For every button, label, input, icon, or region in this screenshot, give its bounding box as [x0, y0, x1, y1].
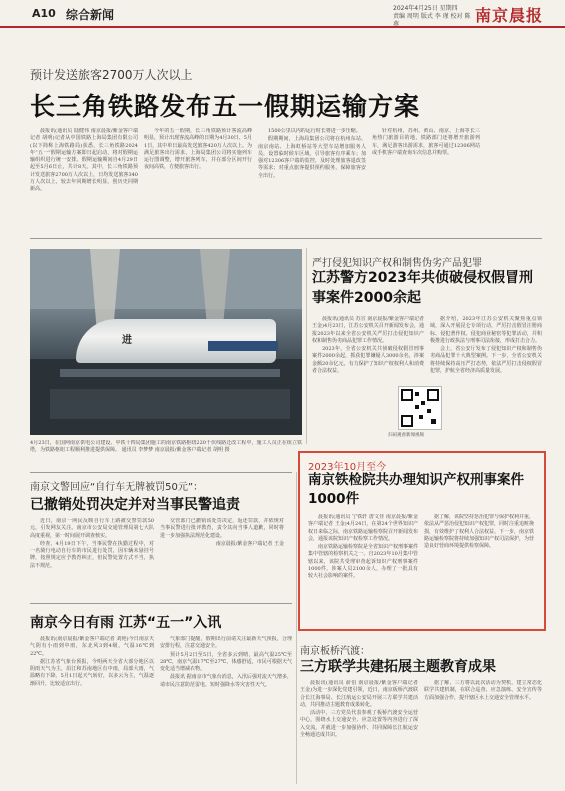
lead-body-col-4 — [372, 128, 480, 231]
lead-headline: 长三角铁路发布五一假期运输方案 — [30, 92, 421, 121]
ipr-kicker: 严打侵犯知识产权和制售伪劣产品犯罪 — [312, 258, 482, 269]
ipr-paragraph: 晨报讯(通讯员 苏宣 南京晨报/紫金客户端记者 王金)4月23日，江苏公安机关召开新闻发布会，通报2023年以来全省公安机关严厉打击侵犯知识产权和制售伪劣商品犯罪工作情况。 — [312, 316, 424, 344]
photo-credit: 通讯员 李梦梦 南京晨报/紫金客户端记者 胡明 摄 — [121, 447, 230, 454]
bicycle-paragraph: 近日，南京一网民反映自行车上路被交警罚款50元，引发网友关注。南京市公安局交通管理局第七大队高度重视，第一时间展开调查核实。 — [30, 518, 154, 539]
bicycle-signoff: 南京晨报/紫金客户端记者 王金 — [215, 540, 284, 547]
lead-paragraph: 针对杭州、苏州、黄山、南京、上海等长三角热门旅游目的地，铁路部门还将增开旅游列车，满足游客出游需求，旅客可通过12306网站或手机客户端查询车次信息并购票。 — [372, 128, 480, 156]
ipr-paragraph: 2023年，全省公安机关共侦破侵权假冒刑事案件2000余起，抓获犯罪嫌疑人3000余名，涉案金额20余亿元，有力保护了知识产权权利人和消费者合法权益。 — [312, 346, 424, 375]
weather-paragraph: 晨报讯(南京晨报/紫金客户端记者 刘艳)今日南京天气阴有小雨到中雨，东北风3到4级，气温16℃到22℃。 — [30, 636, 154, 657]
train-marking: 进 — [122, 335, 132, 346]
date-line-1: 2024年4月25日 星期四 — [393, 5, 458, 12]
weather-paragraph: 气象部门提醒，假期出行前请关注最新天气预报，合理安排行程，注意交通安全。 — [160, 636, 292, 650]
section-title: 综合新闻 — [66, 8, 115, 22]
bicycle-body-col-2 — [160, 518, 284, 598]
weather-body-col-1 — [30, 636, 154, 784]
prosecution-body-col-2 — [424, 514, 534, 620]
weather-paragraph: 晨报讯 据南京市气象台消息，入汛后强对流天气增多，请市民注意防范雷电、短时强降水等灾害性天气。 — [160, 674, 292, 688]
bicycle-headline: 已撤销处罚决定并对当事民警追责 — [30, 497, 240, 513]
sanfang-paragraph: 据了解，三方将以此次活动为契机，建立常态化联学共建机制，在联合巡查、应急演练、安全宣传等方面加强合作，提升辖区水上交通安全管理水平。 — [424, 680, 542, 701]
bicycle-paragraph: 经查，4月19日下午，当事民警在执勤过程中，对一名骑行电动自行车的市民进行处罚，因车辆未悬挂号牌，按照规定应予教育纠正，但民警处置方式不当，执法不规范。 — [30, 540, 154, 569]
lead-paragraph: 假期期间，上海局集团公司将在杭州东站、南京南站、上海虹桥站等大型车站增加服务人员，设置临时候车区域，引导旅客有序乘车；加强对12306客户端的监控，及时处理旅客退改签等需求；对重点旅客提供预约服务，保障旅客安全出行。 — [258, 136, 366, 179]
lead-body-col-1 — [30, 128, 138, 231]
prosecution-headline: 南京铁检院共办理知识产权刑事案件1000件 — [308, 472, 524, 507]
lead-body-col-3 — [258, 128, 366, 231]
lead-body-col-2 — [144, 128, 252, 231]
bicycle-body-col-1 — [30, 518, 154, 598]
prosecution-paragraph: 据了解，该院坚持惩治犯罪与保护权利并重，依法从严惩治侵犯知识产权犯罪，同时注重追赃挽损，有效维护了权利人合法权益。下一步，南京铁路运输检察院将持续加强知识产权司法保护，为营造良好营商环境提供检察保障。 — [424, 514, 534, 550]
date-line — [393, 5, 473, 29]
ipr-paragraph: 会上，省公安厅发布了侵犯知识产权和制售伪劣商品犯罪十大典型案例。下一步，全省公安机关将持续保持高压严打态势，依法严厉打击侵权假冒犯罪，护航全省经济高质量发展。 — [430, 346, 542, 375]
qr-code — [398, 386, 442, 430]
train-stripe — [208, 341, 278, 351]
section-divider — [30, 603, 292, 604]
date-line-2: 责编 周明 版式 李 瑾 校对 陈 燕 — [393, 13, 471, 28]
prosecution-body-col-1 — [308, 514, 418, 620]
section-divider — [30, 472, 292, 473]
ipr-paragraph: 据介绍，2023年江苏公安机关聚焦重点领域，深入开展昆仑专项行动，严厉打击假冒注册商标、侵犯著作权、侵犯商业秘密等犯罪活动，并积极推进行政执法与刑事司法衔接，形成打击合力。 — [430, 316, 542, 344]
lead-paragraph: 今年的五一假期，长三角铁路预计客流高峰明显，预计出现客流高峰的日期为4月30日、5月1日，其中单日最高发送旅客420万人次以上。为满足旅客出行需求，上海局集团公司将实施列车运行图调整，增开旅客列车，并在部分区间开行夜间高铁，方便旅客出行。 — [144, 128, 252, 171]
page-number: A10 — [32, 7, 56, 20]
qr-caption: 扫码观看新闻视频 — [388, 433, 424, 438]
section-divider — [30, 238, 542, 239]
lead-body-col-5 — [486, 128, 542, 231]
sanfang-paragraph: 晨报讯(通讯员 俞伯 南京晨报/紫金客户端记者 王金)为进一步深化党建引领，近日，南京板桥汽渡联合长江海事局、长江航运公安局开展三方联学共建活动，共同推动主题教育成果转化。 — [300, 680, 418, 708]
weather-paragraph: 据江苏省气象台预报，今明两天全省大部分地区以阴雨天气为主，沿江和苏南地区有中雨，局部大雨，气温略有下降。5月1日起天气转好，以多云为主，气温逐渐回升，比较适宜出行。 — [30, 658, 154, 687]
column-rule — [296, 472, 297, 784]
lead-kicker: 预计发送旅客2700万人次以上 — [30, 68, 193, 82]
prosecution-paragraph: 南京铁路运输检察院是全省知识产权刑事案件集中管辖的检察机关之一。自2023年10月集中管辖以来，该院共受理审查起诉知识产权刑事案件1000件，涉案人员2100余人，办理了一批具有较大社会影响的案件。 — [308, 544, 418, 580]
lead-paragraph: 1500公里以内的运行时长将进一步压缩。 — [268, 128, 361, 134]
weather-body-col-2 — [160, 636, 292, 784]
weather-headline: 南京今日有雨 江苏“五一”入讯 — [30, 615, 222, 631]
ipr-body-col-2 — [430, 316, 542, 444]
prosecution-paragraph: 晨报讯(通讯员 宁铁轩 唐文佳 南京晨报/紫金客户端记者 王金)4月24日，在第24个世界知识产权日来临之际，南京铁路运输检察院召开新闻发布会，通报该院知识产权检察工作情况。 — [308, 514, 418, 542]
sanfang-headline: 三方联学共建拓展主题教育成果 — [300, 659, 496, 675]
sanfang-kicker: 南京板桥汽渡： — [300, 646, 370, 657]
lead-paragraph: 晨报讯(通讯员 陆健伟 南京晨报/紫金客户端记者 胡明)记者从中国铁路上海局集团有限公司(以下简称上海铁路局)获悉，长三角铁路2024年“五一”假期运输方案即日起启动，将对假期运输组织进行统一安排。假期运输期间自4月29日起至5月6日止，共计8天。其中，长三角铁路预计发送旅客2700万人次以上，日均发送旅客340万人次以上，较去年同期增长明显，创历史同期新高。 — [30, 128, 138, 193]
ipr-headline: 江苏警方2023年共侦破侵权假冒刑事案件2000余起 — [312, 270, 533, 306]
column-rule — [306, 248, 307, 444]
photo-caption — [30, 440, 302, 466]
weather-paragraph: 预计5月2日至5日，全省多云到晴，最高气温25℃至28℃，南京气温17℃至27℃，体感舒适，市民可根据天气变化适当增减衣物。 — [160, 651, 292, 673]
bicycle-paragraph: 交管部门已撤销该处罚决定，返还罚款，并依规对当事民警进行批评教育，责令其向当事人道歉，同时将进一步加强执法规范化建设。 — [160, 518, 284, 539]
newspaper-masthead: 南京晨报 — [475, 6, 544, 25]
qr-code-icon — [399, 387, 441, 429]
sanfang-body-col-1 — [300, 680, 418, 784]
prosecution-kicker: 2023年10月至今 — [308, 462, 387, 473]
news-photo — [30, 249, 302, 435]
sanfang-paragraph: 活动中，三方党员代表参观了板桥汽渡安全运营中心，围绕水上交通安全、应急处置等内容进行了深入交流，并就进一步加强协作、共同保障长江航运安全畅通达成共识。 — [300, 710, 418, 739]
sanfang-body-col-2 — [424, 680, 542, 784]
bicycle-kicker: 南京文警回应“自行车无牌被罚50元”： — [30, 482, 204, 493]
caption-text: 4月23日，在国网南京供电公司建设、中铁十四局集团施工的南京铁路枢纽220千伏线路迁改工程中，施工人员正在组立铁塔，为铁路枢纽工程顺利推进提供保障。 — [30, 440, 302, 454]
